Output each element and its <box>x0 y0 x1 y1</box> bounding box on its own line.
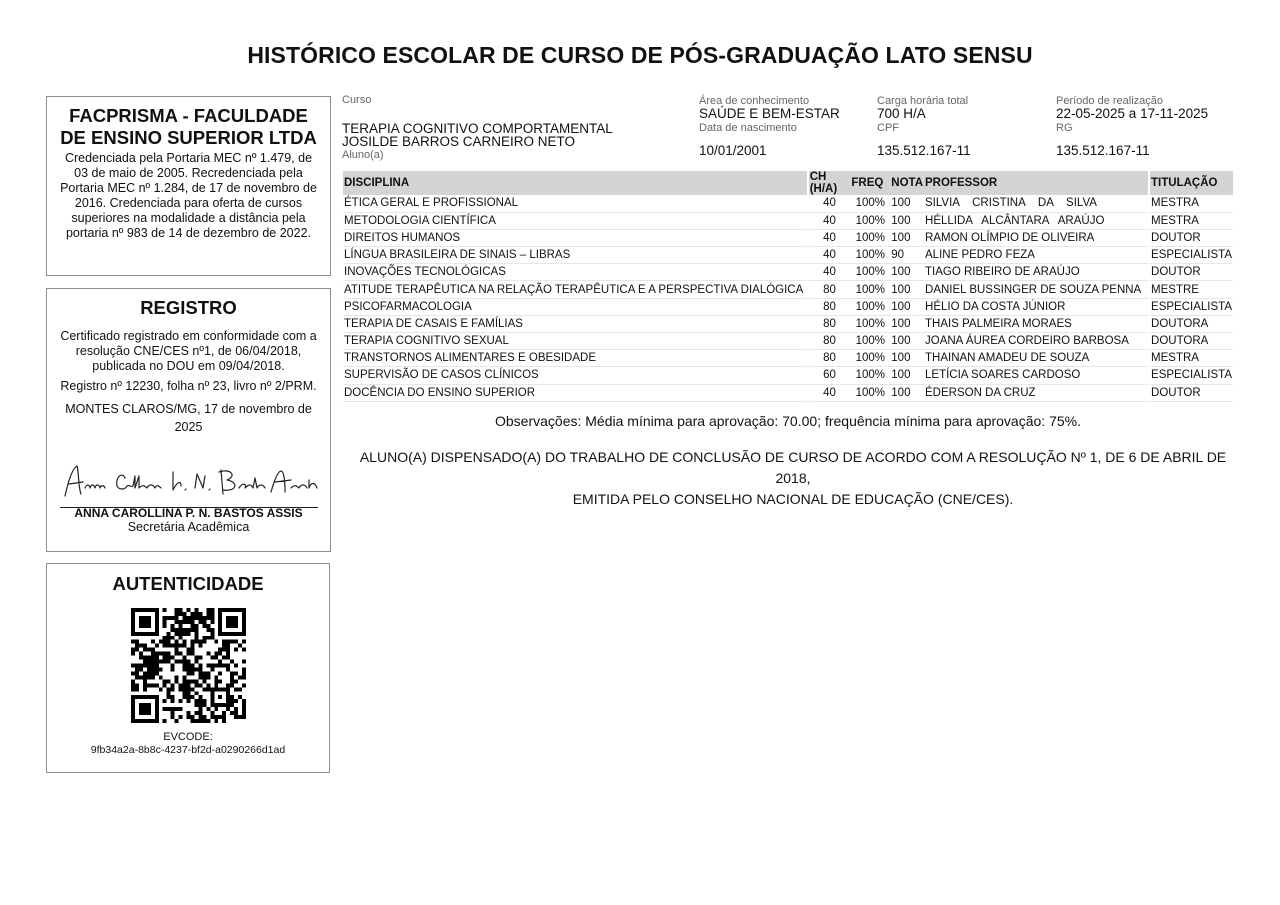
cell-professor: RAMON OLÍMPIO DE OLIVEIRA <box>924 229 1149 246</box>
tcc-notice <box>343 447 1243 510</box>
observacoes: Observações: Média mínima para aprovação: 70.00; frequência mínima para aprovação: 75%. <box>495 413 1081 429</box>
nascimento-value: 10/01/2001 <box>699 143 767 158</box>
cell-freq: 100% <box>850 281 890 298</box>
aluno-label: Aluno(a) <box>342 149 384 161</box>
cell-freq: 100% <box>850 212 890 229</box>
cell-nota: 100 <box>890 384 924 401</box>
table-row <box>343 195 1233 212</box>
table-row <box>343 247 1233 264</box>
cell-ch: 80 <box>808 315 851 332</box>
table-row <box>343 384 1233 401</box>
table-row <box>343 281 1233 298</box>
registro-panel <box>46 288 331 552</box>
cell-titulacao: ESPECIALISTA <box>1149 247 1233 264</box>
cell-disciplina: TERAPIA COGNITIVO SEXUAL <box>343 333 808 350</box>
cell-freq: 100% <box>850 195 890 212</box>
cell-ch: 60 <box>808 367 851 384</box>
cell-titulacao: MESTRE <box>1149 281 1233 298</box>
table-row <box>343 315 1233 332</box>
cell-professor: THAINAN AMADEU DE SOUZA <box>924 350 1149 367</box>
institution-accreditation: Credenciada pela Portaria MEC nº 1.479, de 03 de maio de 2005. Recredenciada pela Portaria MEC nº 1.284, de 17 de novembro de 2016. Credenciada para oferta de cursos superiores na modalidade a distância pela portaria nº 983 de 14 de dezembro de 2022. <box>60 151 317 240</box>
rg-label: RG <box>1056 122 1073 134</box>
cell-nota: 100 <box>890 333 924 350</box>
area-value: SAÚDE E BEM-ESTAR <box>699 106 840 121</box>
cell-professor: TIAGO RIBEIRO DE ARAÚJO <box>924 264 1149 281</box>
cell-professor: ALINE PEDRO FEZA <box>924 247 1149 264</box>
cell-ch: 40 <box>808 212 851 229</box>
cpf-label: CPF <box>877 122 899 134</box>
cell-nota: 100 <box>890 264 924 281</box>
institution-name: FACPRISMA - FACULDADE DE ENSINO SUPERIOR LTDA <box>60 105 317 148</box>
registro-certificate-text: Certificado registrado em conformidade com a resolução CNE/CES nº1, de 06/04/2018, publicada no DOU em 09/04/2018. <box>60 329 317 373</box>
table-row <box>343 212 1233 229</box>
cell-disciplina: SUPERVISÃO DE CASOS CLÍNICOS <box>343 367 808 384</box>
cell-disciplina: ÉTICA GERAL E PROFISSIONAL <box>343 195 808 212</box>
cell-ch: 40 <box>808 384 851 401</box>
cell-professor: HÉLLIDA ALCÂNTARA ARAÚJO <box>924 212 1149 229</box>
rg-value: 135.512.167-11 <box>1056 143 1150 158</box>
periodo-value: 22-05-2025 a 17-11-2025 <box>1056 106 1209 121</box>
cell-professor: ÉDERSON DA CRUZ <box>924 384 1149 401</box>
cell-titulacao: DOUTORA <box>1149 315 1233 332</box>
grades-table <box>343 171 1233 402</box>
cell-disciplina: DOCÊNCIA DO ENSINO SUPERIOR <box>343 384 808 401</box>
header-nota: NOTA <box>890 171 924 195</box>
cell-nota: 100 <box>890 212 924 229</box>
carga-value: 700 H/A <box>877 106 926 121</box>
cell-nota: 90 <box>890 247 924 264</box>
header-freq: FREQ <box>850 171 890 195</box>
cell-professor: LETÍCIA SOARES CARDOSO <box>924 367 1149 384</box>
evcode-value: 9fb34a2a-8b8c-4237-bf2d-a0290266d1ad <box>90 744 286 756</box>
document-title: HISTÓRICO ESCOLAR DE CURSO DE PÓS-GRADUAÇÃO LATO SENSU <box>247 42 1033 68</box>
cell-nota: 100 <box>890 281 924 298</box>
cell-titulacao: DOUTOR <box>1149 229 1233 246</box>
cell-ch: 40 <box>808 264 851 281</box>
cell-disciplina: TERAPIA DE CASAIS E FAMÍLIAS <box>343 315 808 332</box>
table-row <box>343 350 1233 367</box>
table-row <box>343 333 1233 350</box>
cell-professor: DANIEL BUSSINGER DE SOUZA PENNA <box>924 281 1149 298</box>
cell-titulacao: ESPECIALISTA <box>1149 367 1233 384</box>
cell-freq: 100% <box>850 229 890 246</box>
cell-disciplina: METODOLOGIA CIENTÍFICA <box>343 212 808 229</box>
table-row <box>343 229 1233 246</box>
cell-titulacao: DOUTOR <box>1149 264 1233 281</box>
carga-label: Carga horária total <box>877 95 969 107</box>
cell-ch: 40 <box>808 195 851 212</box>
signature <box>59 458 319 502</box>
registro-title: REGISTRO <box>140 297 237 318</box>
cell-ch: 80 <box>808 298 851 315</box>
registro-number: Registro nº 12230, folha nº 23, livro nº 2/PRM. <box>60 379 317 393</box>
institution-panel <box>46 96 331 276</box>
autenticidade-title: AUTENTICIDADE <box>112 573 264 594</box>
qr-code-icon[interactable] <box>131 608 246 723</box>
cell-disciplina: TRANSTORNOS ALIMENTARES E OBESIDADE <box>343 350 808 367</box>
cell-titulacao: DOUTORA <box>1149 333 1233 350</box>
cell-titulacao: ESPECIALISTA <box>1149 298 1233 315</box>
cell-disciplina: LÍNGUA BRASILEIRA DE SINAIS – LIBRAS <box>343 247 808 264</box>
cell-professor: HÉLIO DA COSTA JÚNIOR <box>924 298 1149 315</box>
cell-freq: 100% <box>850 333 890 350</box>
cell-ch: 40 <box>808 247 851 264</box>
cell-ch: 40 <box>808 229 851 246</box>
cell-nota: 100 <box>890 350 924 367</box>
grades-body <box>343 195 1233 401</box>
cell-titulacao: MESTRA <box>1149 350 1233 367</box>
cell-disciplina: DIREITOS HUMANOS <box>343 229 808 246</box>
cell-nota: 100 <box>890 195 924 212</box>
header-titulacao: TITULAÇÃO <box>1149 171 1233 195</box>
cell-ch: 80 <box>808 333 851 350</box>
signer-name: ANNA CAROLLINA P. N. BASTOS ASSIS <box>74 506 303 520</box>
cell-professor: JOANA ÁUREA CORDEIRO BARBOSA <box>924 333 1149 350</box>
cell-professor: SILVIA CRISTINA DA SILVA <box>924 195 1149 212</box>
periodo-label: Período de realização <box>1056 95 1164 107</box>
cell-disciplina: INOVAÇÕES TECNOLÓGICAS <box>343 264 808 281</box>
cell-disciplina: PSICOFARMACOLOGIA <box>343 298 808 315</box>
table-row <box>343 367 1233 384</box>
cell-ch: 80 <box>808 281 851 298</box>
cell-disciplina: ATITUDE TERAPÊUTICA NA RELAÇÃO TERAPÊUTICA E A PERSPECTIVA DIALÓGICA <box>343 281 808 298</box>
cell-nota: 100 <box>890 229 924 246</box>
header-disciplina: DISCIPLINA <box>343 171 808 195</box>
curso-value: TERAPIA COGNITIVO COMPORTAMENTAL <box>342 121 613 136</box>
cell-ch: 80 <box>808 350 851 367</box>
cell-freq: 100% <box>850 367 890 384</box>
header-ch: CH (H/A) <box>808 171 851 195</box>
cell-nota: 100 <box>890 315 924 332</box>
nascimento-label: Data de nascimento <box>699 122 797 134</box>
cell-freq: 100% <box>850 350 890 367</box>
table-row <box>343 264 1233 281</box>
cell-freq: 100% <box>850 384 890 401</box>
cell-titulacao: DOUTOR <box>1149 384 1233 401</box>
cell-professor: THAIS PALMEIRA MORAES <box>924 315 1149 332</box>
cell-freq: 100% <box>850 264 890 281</box>
cell-titulacao: MESTRA <box>1149 195 1233 212</box>
cpf-value: 135.512.167-11 <box>877 143 971 158</box>
cell-freq: 100% <box>850 298 890 315</box>
cell-nota: 100 <box>890 298 924 315</box>
cell-freq: 100% <box>850 315 890 332</box>
signer-role: Secretária Acadêmica <box>127 520 250 534</box>
tcc-notice-line1: ALUNO(A) DISPENSADO(A) DO TRABALHO DE CONCLUSÃO DE CURSO DE ACORDO COM A RESOLUÇÃO Nº 1, DE 6 DE ABRIL DE 2018, <box>359 449 1227 486</box>
tcc-notice-line2: EMITIDA PELO CONSELHO NACIONAL DE EDUCAÇÃO (CNE/CES). <box>572 491 1014 507</box>
cell-nota: 100 <box>890 367 924 384</box>
registro-place-date: MONTES CLAROS/MG, 17 de novembro de 2025 <box>65 402 312 434</box>
autenticidade-panel <box>46 563 330 773</box>
evcode-label: EVCODE: <box>163 731 213 743</box>
table-row <box>343 298 1233 315</box>
curso-label: Curso <box>342 94 372 106</box>
aluno-value: JOSILDE BARROS CARNEIRO NETO <box>342 134 576 149</box>
area-label: Área de conhecimento <box>699 95 810 107</box>
cell-titulacao: MESTRA <box>1149 212 1233 229</box>
grades-header-row <box>343 171 1233 195</box>
cell-freq: 100% <box>850 247 890 264</box>
header-professor: PROFESSOR <box>924 171 1149 195</box>
